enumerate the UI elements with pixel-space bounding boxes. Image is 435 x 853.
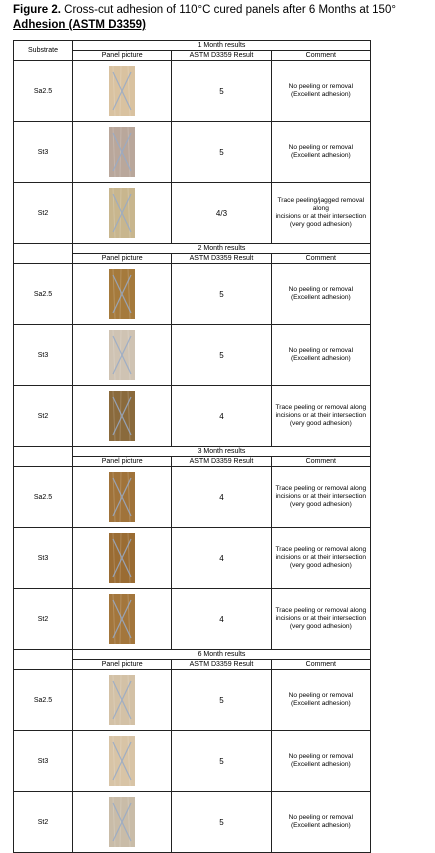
astm-result-cell: 5 — [172, 122, 271, 183]
panel-picture-cell — [73, 183, 172, 244]
substrate-cell: St2 — [14, 792, 73, 853]
panel-picture-cell — [73, 670, 172, 731]
table-row — [14, 731, 371, 792]
comment-line: (very good adhesion) — [289, 420, 352, 427]
panel-photo — [109, 675, 135, 725]
comment-header: Comment — [271, 254, 370, 264]
panel-picture-cell — [73, 467, 172, 528]
figure-caption: Cross-cut adhesion of 110°C cured panels after 6 Months at 150° — [60, 4, 396, 16]
substrate-cell: Sa2.5 — [14, 61, 73, 122]
adhesion-results-table — [13, 40, 371, 853]
result-header: ASTM D3359 Result — [172, 660, 271, 670]
comment-line: (Excellent adhesion) — [290, 152, 351, 159]
comment-cell — [271, 122, 370, 183]
comment-line: (Excellent adhesion) — [290, 700, 351, 707]
substrate-cell: St2 — [14, 183, 73, 244]
period-header-row — [14, 447, 371, 457]
period-label: 6 Month results — [73, 650, 371, 660]
panel-picture-cell — [73, 325, 172, 386]
astm-result-cell: 4 — [172, 467, 271, 528]
comment-line: No peeling or removal — [288, 692, 354, 699]
figure-title — [13, 3, 433, 33]
astm-result-cell: 4 — [172, 528, 271, 589]
table-row — [14, 792, 371, 853]
panel-picture-cell — [73, 792, 172, 853]
table-body — [14, 41, 371, 853]
comment-line: incisions or at their intersection — [275, 615, 367, 622]
figure-label: Figure 2. — [13, 4, 61, 16]
astm-result-cell: 5 — [172, 61, 271, 122]
period-label: 3 Month results — [73, 447, 371, 457]
substrate-cell: Sa2.5 — [14, 264, 73, 325]
comment-line: No peeling or removal — [288, 286, 354, 293]
comment-cell — [271, 386, 370, 447]
table-row — [14, 183, 371, 244]
comment-line: Trace peeling or removal along — [275, 607, 367, 614]
panel-picture-header: Panel picture — [73, 660, 172, 670]
result-header: ASTM D3359 Result — [172, 254, 271, 264]
comment-cell — [271, 467, 370, 528]
substrate-cell: St3 — [14, 122, 73, 183]
figure-subtitle: Adhesion (ASTM D3359) — [13, 19, 146, 31]
astm-result-cell: 5 — [172, 792, 271, 853]
panel-picture-header: Panel picture — [73, 254, 172, 264]
substrate-cell: St2 — [14, 589, 73, 650]
comment-line: Trace peeling or removal along — [275, 546, 367, 553]
table-row — [14, 61, 371, 122]
panel-picture-cell — [73, 731, 172, 792]
comment-line: (Excellent adhesion) — [290, 294, 351, 301]
astm-result-cell: 5 — [172, 325, 271, 386]
comment-line: Trace peeling/jagged removal along — [277, 197, 365, 212]
panel-photo — [109, 594, 135, 644]
astm-result-cell: 4/3 — [172, 183, 271, 244]
period-header-row — [14, 244, 371, 254]
result-header: ASTM D3359 Result — [172, 457, 271, 467]
comment-cell — [271, 731, 370, 792]
table-row — [14, 386, 371, 447]
panel-photo — [109, 736, 135, 786]
comment-line: (Excellent adhesion) — [290, 822, 351, 829]
substrate-cell: St2 — [14, 386, 73, 447]
panel-picture-header: Panel picture — [73, 457, 172, 467]
panel-photo — [109, 472, 135, 522]
comment-line: No peeling or removal — [288, 347, 354, 354]
comment-cell — [271, 183, 370, 244]
substrate-cell: Sa2.5 — [14, 670, 73, 731]
table-row — [14, 467, 371, 528]
astm-result-cell: 4 — [172, 589, 271, 650]
period-label: 1 Month results — [73, 41, 371, 51]
astm-result-cell: 4 — [172, 386, 271, 447]
substrate-header-cell: Substrate — [14, 41, 73, 61]
comment-line: Trace peeling or removal along — [275, 404, 367, 411]
comment-line: No peeling or removal — [288, 814, 354, 821]
table-row — [14, 670, 371, 731]
period-header-row — [14, 650, 371, 660]
table-row — [14, 589, 371, 650]
panel-picture-cell — [73, 122, 172, 183]
astm-result-cell: 5 — [172, 731, 271, 792]
substrate-cell: St3 — [14, 528, 73, 589]
comment-line: (Excellent adhesion) — [290, 91, 351, 98]
substrate-cell: St3 — [14, 731, 73, 792]
substrate-header-cell — [14, 650, 73, 670]
comment-cell — [271, 589, 370, 650]
substrate-cell: St3 — [14, 325, 73, 386]
panel-photo — [109, 797, 135, 847]
comment-header: Comment — [271, 660, 370, 670]
panel-picture-cell — [73, 528, 172, 589]
panel-photo — [109, 188, 135, 238]
panel-picture-cell — [73, 264, 172, 325]
substrate-header-cell — [14, 447, 73, 467]
comment-line: incisions or at their intersection — [275, 493, 367, 500]
comment-cell — [271, 528, 370, 589]
comment-cell — [271, 792, 370, 853]
comment-cell — [271, 325, 370, 386]
comment-line: Trace peeling or removal along — [275, 485, 367, 492]
panel-picture-header: Panel picture — [73, 51, 172, 61]
comment-line: No peeling or removal — [288, 144, 354, 151]
panel-photo — [109, 330, 135, 380]
comment-header: Comment — [271, 51, 370, 61]
table-row — [14, 122, 371, 183]
comment-line: (very good adhesion) — [289, 221, 352, 228]
comment-cell — [271, 264, 370, 325]
panel-picture-cell — [73, 61, 172, 122]
panel-photo — [109, 269, 135, 319]
panel-photo — [109, 66, 135, 116]
period-header-row — [14, 41, 371, 51]
panel-photo — [109, 127, 135, 177]
comment-line: (very good adhesion) — [289, 501, 352, 508]
comment-cell — [271, 61, 370, 122]
astm-result-cell: 5 — [172, 264, 271, 325]
comment-line: No peeling or removal — [288, 83, 354, 90]
comment-line: (very good adhesion) — [289, 562, 352, 569]
panel-picture-cell — [73, 589, 172, 650]
substrate-cell: Sa2.5 — [14, 467, 73, 528]
result-header: ASTM D3359 Result — [172, 51, 271, 61]
astm-result-cell: 5 — [172, 670, 271, 731]
period-label: 2 Month results — [73, 244, 371, 254]
table-row — [14, 325, 371, 386]
table-row — [14, 528, 371, 589]
substrate-header-cell — [14, 244, 73, 264]
comment-line: incisions or at their intersection — [275, 213, 367, 220]
comment-line: (Excellent adhesion) — [290, 355, 351, 362]
panel-picture-cell — [73, 386, 172, 447]
comment-line: (very good adhesion) — [289, 623, 352, 630]
panel-photo — [109, 391, 135, 441]
panel-photo — [109, 533, 135, 583]
comment-header: Comment — [271, 457, 370, 467]
comment-line: incisions or at their intersection — [275, 412, 367, 419]
comment-line: No peeling or removal — [288, 753, 354, 760]
comment-line: (Excellent adhesion) — [290, 761, 351, 768]
comment-cell — [271, 670, 370, 731]
comment-line: incisions or at their intersection — [275, 554, 367, 561]
table-row — [14, 264, 371, 325]
